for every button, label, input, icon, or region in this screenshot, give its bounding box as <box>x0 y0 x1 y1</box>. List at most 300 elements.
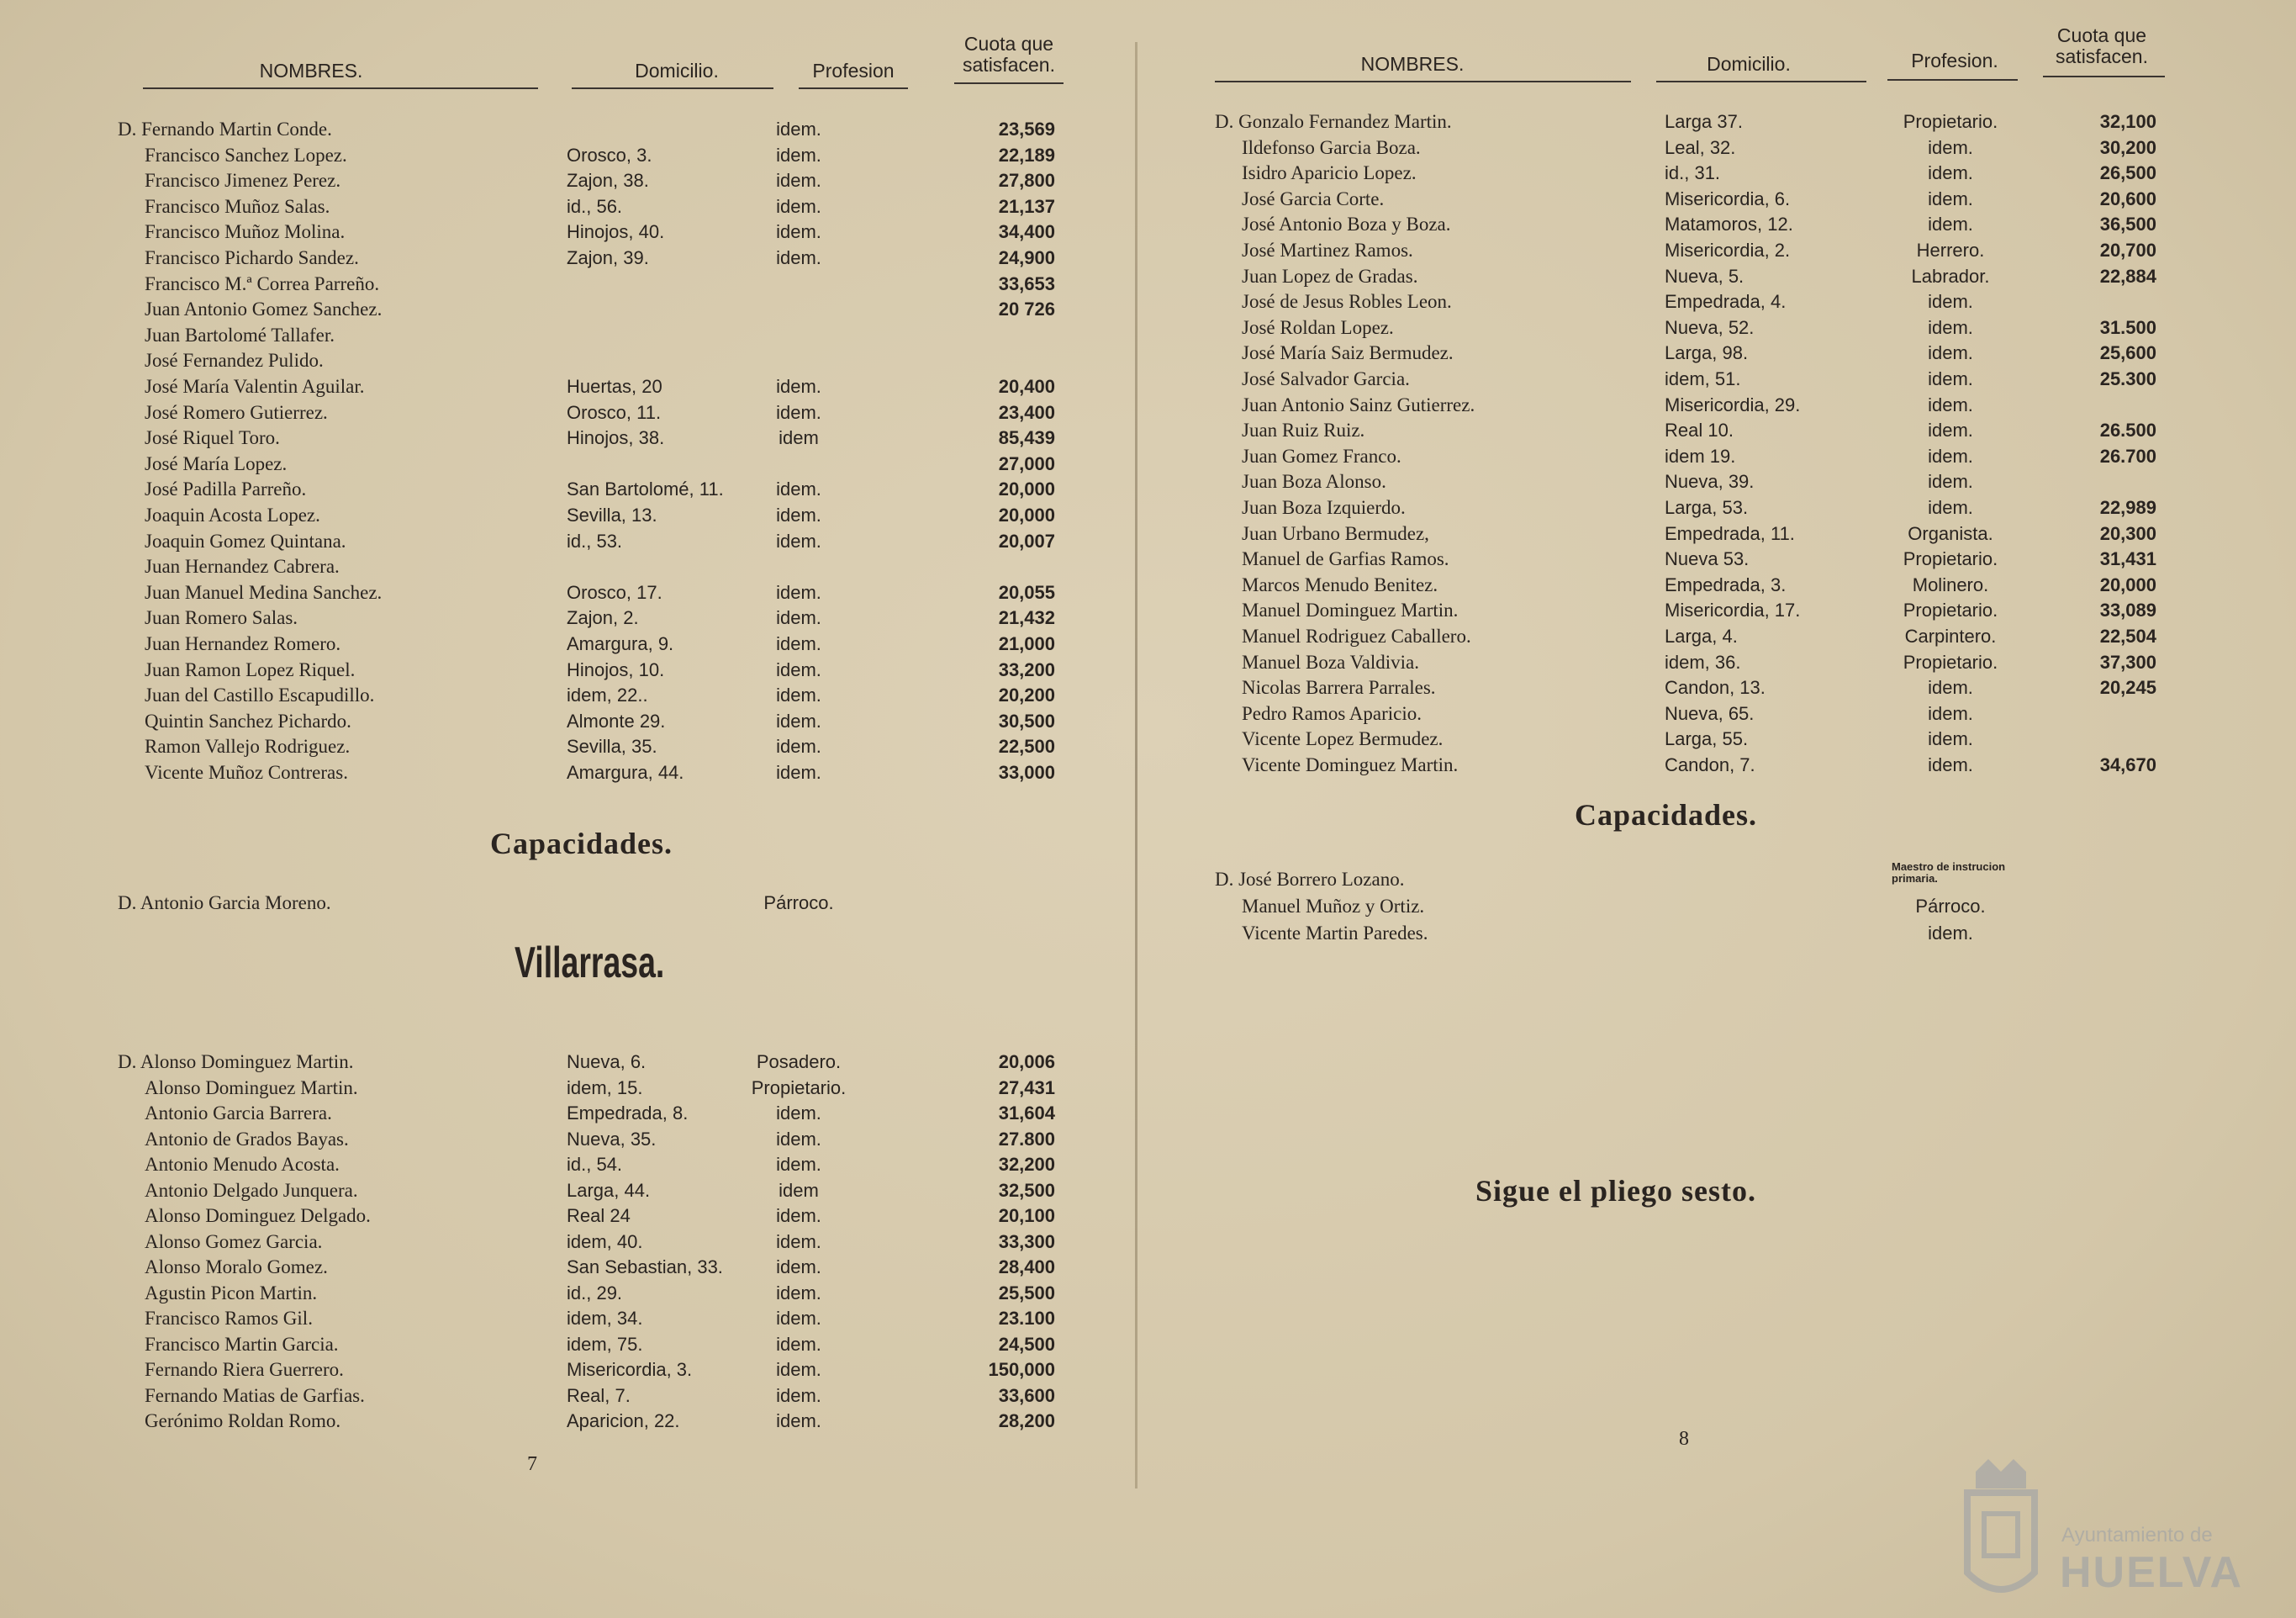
entry-profesion: Párroco. <box>763 892 834 913</box>
crest-icon <box>1950 1446 2051 1615</box>
entry-name: Juan Urbano Bermudez, <box>1242 522 1429 544</box>
entry-domicilio: Misericordia, 29. <box>1665 394 1801 415</box>
entry-domicilio: Real, 7. <box>567 1384 631 1406</box>
right-capacidades-title: Capacidades. <box>1575 798 1758 832</box>
entry-profesion: idem. <box>776 247 821 268</box>
entry-profesion: idem. <box>1928 188 1973 209</box>
entry-profesion: Carpintero. <box>1904 626 1997 647</box>
entry-profesion: Propietario. <box>1903 600 1998 621</box>
entry-profesion: idem. <box>1928 497 1973 518</box>
header-profesion-right: Profesion. <box>1911 50 1998 71</box>
entry-name: Juan Ramon Lopez Riquel. <box>145 658 356 680</box>
table-row <box>1215 417 2215 443</box>
entry-profesion: idem. <box>1928 702 1973 724</box>
table-row <box>1215 597 2215 623</box>
table-row <box>118 425 1068 451</box>
entry-profesion: idem. <box>776 581 821 603</box>
header-nombres-right: NOMBRES. <box>1360 53 1465 75</box>
entry-profesion: idem. <box>1928 342 1973 364</box>
header-profesion-right-rule <box>1887 79 2018 81</box>
entry-profesion: idem <box>779 427 819 449</box>
entry-profesion: Propietario. <box>1903 111 1998 132</box>
header-profesion-rule <box>799 87 908 89</box>
entry-profesion: idem. <box>1928 677 1973 699</box>
table-row <box>118 579 1068 605</box>
entry-name: Pedro Ramos Aparicio. <box>1242 702 1422 724</box>
header-domicilio-right-rule <box>1656 81 1866 82</box>
entry-cuota: 33,300 <box>998 1230 1055 1252</box>
entry-profesion: idem. <box>776 530 821 552</box>
entry-cuota: 21,432 <box>998 607 1055 629</box>
entry-cuota: 24,500 <box>998 1333 1055 1355</box>
entry-cuota: 28,200 <box>998 1410 1055 1431</box>
entry-name: Joaquin Gomez Quintana. <box>145 530 346 552</box>
table-row <box>1215 340 2215 366</box>
entry-cuota: 20 726 <box>998 299 1055 320</box>
entry-profesion: idem. <box>776 505 821 526</box>
entry-name: Juan Bartolomé Tallafer. <box>145 324 335 346</box>
header-cuota-right <box>2039 25 2165 67</box>
entry-domicilio: Empedrada, 11. <box>1665 522 1795 544</box>
table-row <box>118 1356 1068 1383</box>
entry-name: Juan Gomez Franco. <box>1242 445 1401 467</box>
entry-domicilio: Empedrada, 3. <box>1665 574 1787 595</box>
entry-domicilio: San Bartolomé, 11. <box>567 479 724 500</box>
entry-name: Quintin Sanchez Pichardo. <box>145 710 351 732</box>
table-row <box>118 296 1068 322</box>
entry-name: Vicente Lopez Bermudez. <box>1242 728 1444 750</box>
header-cuota-line1: Cuota que <box>963 33 1054 55</box>
entry-profesion: Propietario. <box>1903 548 1998 570</box>
entry-profesion: idem. <box>776 376 821 397</box>
entry-profesion: idem. <box>776 1410 821 1431</box>
entry-name: Antonio Garcia Barrera. <box>145 1102 332 1124</box>
entry-domicilio: id., 29. <box>567 1282 623 1303</box>
entry-cuota: 34,400 <box>998 221 1055 243</box>
entry-name: Juan Hernandez Romero. <box>145 633 341 654</box>
entry-profesion: idem. <box>776 1308 821 1329</box>
entry-profesion: idem. <box>1928 445 1973 467</box>
entry-name: José de Jesus Robles Leon. <box>1242 291 1452 313</box>
table-row <box>118 1049 1068 1075</box>
entry-name: Francisco Ramos Gil. <box>145 1308 313 1329</box>
entry-profesion: idem. <box>776 710 821 732</box>
entry-domicilio: Amargura, 44. <box>567 762 684 783</box>
entry-domicilio: Nueva, 39. <box>1665 471 1755 493</box>
entry-profesion: idem. <box>776 144 821 166</box>
table-row <box>118 399 1068 426</box>
entry-profesion: idem. <box>776 736 821 758</box>
table-row <box>118 142 1068 168</box>
entry-domicilio: Larga, 44. <box>567 1179 651 1201</box>
entry-cuota: 20,000 <box>2099 574 2156 595</box>
entry-name: Fernando Riera Guerrero. <box>145 1359 344 1380</box>
header-cuota <box>946 34 1072 76</box>
table-row <box>1215 701 2215 727</box>
entry-domicilio: idem, 34. <box>567 1308 643 1329</box>
entry-domicilio: idem, 15. <box>567 1076 643 1098</box>
table-row <box>118 502 1068 528</box>
table-row <box>118 271 1068 297</box>
table-row <box>1215 392 2215 418</box>
entry-domicilio: Hinojos, 40. <box>567 221 665 243</box>
entry-cuota: 24,900 <box>998 247 1055 268</box>
entry-name: D. Antonio Garcia Moreno. <box>118 892 331 913</box>
entry-cuota: 31.500 <box>2099 316 2156 338</box>
header-cuota-right-rule <box>2043 76 2165 77</box>
entry-domicilio: Misericordia, 2. <box>1665 240 1791 261</box>
entry-name: José Roldan Lopez. <box>1242 316 1394 338</box>
entry-name: Manuel Dominguez Martin. <box>1242 600 1459 621</box>
table-row <box>1215 752 2215 778</box>
header-nombres-rule <box>143 87 538 89</box>
entry-cuota: 20,055 <box>998 581 1055 603</box>
entry-name: José Martinez Ramos. <box>1242 240 1413 261</box>
left-page <box>118 0 1068 1618</box>
entry-profesion: idem. <box>1928 923 1973 944</box>
entry-profesion: idem. <box>776 1282 821 1303</box>
entry-profesion: idem. <box>1928 368 1973 389</box>
entry-name: Juan Ruiz Ruiz. <box>1242 420 1365 442</box>
entry-domicilio: Leal, 32. <box>1665 136 1736 158</box>
entry-profesion: idem. <box>776 119 821 140</box>
entry-profesion: idem. <box>776 1154 821 1175</box>
town-title: Villarrasa. <box>515 939 665 987</box>
entry-name: Vicente Muñoz Contreras. <box>145 762 348 783</box>
entry-name: Agustin Picon Martin. <box>145 1282 318 1303</box>
entry-name: José Fernandez Pulido. <box>145 350 324 372</box>
left-page-number: 7 <box>527 1453 537 1475</box>
right-page <box>1215 0 2215 1618</box>
entry-domicilio: Larga, 53. <box>1665 497 1749 518</box>
table-row <box>118 193 1068 219</box>
entry-name: Alonso Dominguez Delgado. <box>145 1205 371 1226</box>
entry-domicilio: Orosco, 11. <box>567 401 662 423</box>
entry-domicilio: Candon, 7. <box>1665 754 1755 775</box>
entry-profesion: idem. <box>776 1384 821 1406</box>
entry-cuota: 34,670 <box>2099 754 2156 775</box>
entry-cuota: 32,500 <box>998 1179 1055 1201</box>
entry-name: Francisco Pichardo Sandez. <box>145 247 359 268</box>
entry-domicilio: idem, 22.. <box>567 685 648 706</box>
entry-cuota: 150,000 <box>988 1359 1055 1380</box>
table-row <box>118 322 1068 348</box>
entry-cuota: 20,245 <box>2099 677 2156 699</box>
entry-domicilio: Zajon, 38. <box>567 170 649 192</box>
header-nombres: NOMBRES. <box>259 60 363 82</box>
table-row <box>1215 572 2215 598</box>
entry-domicilio: Zajon, 39. <box>567 247 649 268</box>
watermark-line1: Ayuntamiento de <box>2061 1524 2213 1547</box>
entry-profesion: Herrero. <box>1916 240 1985 261</box>
table-row <box>1215 521 2215 547</box>
entry-name: Manuel Boza Valdivia. <box>1242 651 1419 673</box>
table-row <box>118 1075 1068 1101</box>
table-row <box>1215 674 2215 701</box>
entry-profesion: idem. <box>1928 754 1973 775</box>
entry-profesion: idem. <box>776 633 821 654</box>
table-row <box>118 116 1068 142</box>
entry-profesion: idem. <box>776 607 821 629</box>
table-row <box>118 1229 1068 1255</box>
entry-domicilio: Larga 37. <box>1665 111 1743 132</box>
entry-name: José Riquel Toro. <box>145 427 280 449</box>
table-row <box>118 219 1068 245</box>
entry-cuota: 33,600 <box>998 1384 1055 1406</box>
entry-cuota: 27,431 <box>998 1076 1055 1098</box>
table-row <box>118 631 1068 657</box>
entry-domicilio: Sevilla, 13. <box>567 505 657 526</box>
entry-profesion: Molinero. <box>1912 574 1989 595</box>
entry-cuota: 21,000 <box>998 633 1055 654</box>
header-cuota-right-line2: satisfacen. <box>2056 45 2148 67</box>
entry-name: Gerónimo Roldan Romo. <box>145 1410 341 1431</box>
right-page-number: 8 <box>1679 1428 1689 1450</box>
entry-profesion: idem. <box>776 658 821 680</box>
entry-profesion: idem. <box>1928 136 1973 158</box>
entry-name: D. Alonso Dominguez Martin. <box>118 1051 354 1072</box>
entry-name: Ramon Vallejo Rodriguez. <box>145 736 351 758</box>
entry-name: Juan Lopez de Gradas. <box>1242 265 1418 287</box>
entry-domicilio: Orosco, 17. <box>567 581 662 603</box>
entry-domicilio: Nueva, 52. <box>1665 316 1755 338</box>
entry-domicilio: Aparicion, 22. <box>567 1410 680 1431</box>
entry-name: Vicente Dominguez Martin. <box>1242 754 1459 775</box>
entry-domicilio: id., 31. <box>1665 162 1721 184</box>
entry-profesion: idem. <box>776 1230 821 1252</box>
table-row <box>118 657 1068 683</box>
header-cuota-line2: satisfacen. <box>963 54 1055 76</box>
entry-name: José María Saiz Bermudez. <box>1242 342 1454 364</box>
entry-name: Manuel Muñoz y Ortiz. <box>1242 896 1425 917</box>
entry-domicilio: Nueva, 6. <box>567 1051 647 1072</box>
table-row <box>118 528 1068 554</box>
entry-profesion: idem. <box>776 1102 821 1124</box>
entry-cuota: 22,500 <box>998 736 1055 758</box>
entry-name: José Garcia Corte. <box>1242 188 1385 209</box>
table-row <box>118 1203 1068 1229</box>
entry-cuota: 32,200 <box>998 1154 1055 1175</box>
entry-domicilio: Nueva 53. <box>1665 548 1750 570</box>
entry-cuota: 27,800 <box>998 170 1055 192</box>
table-row <box>1215 263 2215 289</box>
entry-name: Francisco Muñoz Salas. <box>145 195 330 217</box>
entry-profesion: Propietario. <box>751 1076 847 1098</box>
entry-name: José Antonio Boza y Boza. <box>1242 214 1451 235</box>
table-row <box>1215 920 2215 946</box>
table-row <box>118 245 1068 271</box>
entry-profesion: idem. <box>1928 394 1973 415</box>
entry-domicilio: id., 56. <box>567 195 623 217</box>
entry-cuota: 20,000 <box>998 505 1055 526</box>
header-domicilio-right: Domicilio. <box>1707 53 1791 75</box>
entry-cuota: 23.100 <box>998 1308 1055 1329</box>
watermark-line2: HUELVA <box>2060 1548 2244 1597</box>
entry-name: Francisco Muñoz Molina. <box>145 221 346 243</box>
entry-domicilio: idem, 75. <box>567 1333 643 1355</box>
entry-profesion: idem. <box>776 1256 821 1277</box>
entry-name: Francisco M.ª Correa Parreño. <box>145 272 380 294</box>
entry-name: Juan Romero Salas. <box>145 607 298 629</box>
entry-cuota: 33,200 <box>998 658 1055 680</box>
entry-profesion: idem. <box>1928 316 1973 338</box>
entry-cuota: 23,569 <box>998 119 1055 140</box>
header-domicilio-rule <box>572 87 773 89</box>
entry-profesion: idem. <box>776 1205 821 1226</box>
entry-name: Juan Boza Alonso. <box>1242 471 1386 493</box>
entry-cuota: 26,500 <box>2099 162 2156 184</box>
entry-name: Nicolas Barrera Parrales. <box>1242 677 1436 699</box>
table-row <box>1215 649 2215 675</box>
entry-domicilio: Zajon, 2. <box>567 607 639 629</box>
entry-profesion: idem. <box>776 479 821 500</box>
entry-domicilio: Larga, 4. <box>1665 626 1738 647</box>
entry-cuota: 22,189 <box>998 144 1055 166</box>
entry-profesion: idem. <box>1928 471 1973 493</box>
table-row <box>118 759 1068 785</box>
entry-name: Alonso Moralo Gomez. <box>145 1256 328 1277</box>
entry-cuota: 25,500 <box>998 1282 1055 1303</box>
table-row <box>118 605 1068 631</box>
table-row <box>118 1305 1068 1331</box>
table-row <box>1215 494 2215 521</box>
entry-domicilio: Candon, 13. <box>1665 677 1766 699</box>
table-row <box>118 682 1068 708</box>
entry-cuota: 25.300 <box>2099 368 2156 389</box>
entry-name: Juan Hernandez Cabrera. <box>145 556 340 578</box>
entry-profesion: idem. <box>1928 214 1973 235</box>
entry-profesion: idem. <box>1928 291 1973 313</box>
entry-name: D. Gonzalo Fernandez Martin. <box>1215 111 1452 132</box>
entry-name: Antonio Delgado Junquera. <box>145 1179 358 1201</box>
entry-domicilio: Orosco, 3. <box>567 144 652 166</box>
entry-name: Juan Antonio Gomez Sanchez. <box>145 299 383 320</box>
entry-name: Vicente Martin Paredes. <box>1242 923 1428 944</box>
entry-profesion: Posadero. <box>756 1051 842 1072</box>
table-row <box>118 1100 1068 1126</box>
entry-cuota: 20,000 <box>998 479 1055 500</box>
table-row <box>118 1177 1068 1203</box>
table-row <box>118 890 1068 916</box>
entry-domicilio: Huertas, 20 <box>567 376 662 397</box>
table-row <box>118 1383 1068 1409</box>
entry-name: Manuel Rodriguez Caballero. <box>1242 626 1471 647</box>
entry-domicilio: idem, 51. <box>1665 368 1741 389</box>
entry-cuota: 25,600 <box>2099 342 2156 364</box>
entry-name: Antonio de Grados Bayas. <box>145 1128 349 1150</box>
entry-domicilio: idem 19. <box>1665 445 1736 467</box>
entry-profesion: idem. <box>776 401 821 423</box>
entry-domicilio: Almonte 29. <box>567 710 666 732</box>
table-row <box>1215 186 2215 212</box>
entry-cuota: 20,007 <box>998 530 1055 552</box>
entry-domicilio: Hinojos, 38. <box>567 427 665 449</box>
entry-cuota: 30,200 <box>2099 136 2156 158</box>
entry-domicilio: idem, 36. <box>1665 651 1741 673</box>
entry-profesion: idem. <box>776 762 821 783</box>
table-row <box>1215 315 2215 341</box>
table-row <box>1215 211 2215 237</box>
table-row <box>1215 160 2215 186</box>
entry-domicilio: San Sebastian, 33. <box>567 1256 723 1277</box>
entry-name: D. José Borrero Lozano. <box>1215 869 1405 890</box>
entry-name: Fernando Matias de Garfias. <box>145 1384 365 1406</box>
entry-name: José María Lopez. <box>145 452 288 474</box>
table-row <box>118 1408 1068 1434</box>
entry-name: Isidro Aparicio Lopez. <box>1242 162 1417 184</box>
entry-cuota: 20,400 <box>998 376 1055 397</box>
table-row <box>118 373 1068 399</box>
entry-domicilio: Misericordia, 6. <box>1665 188 1791 209</box>
entry-cuota: 32,100 <box>2099 111 2156 132</box>
closing-line: Sigue el pliego sesto. <box>1475 1174 1756 1208</box>
entry-domicilio: Matamoros, 12. <box>1665 214 1793 235</box>
entry-name: José Padilla Parreño. <box>145 479 307 500</box>
entry-cuota: 37,300 <box>2099 651 2156 673</box>
entry-name: Francisco Martin Garcia. <box>145 1333 339 1355</box>
entry-name: Manuel de Garfias Ramos. <box>1242 548 1449 570</box>
entry-cuota: 26.500 <box>2099 420 2156 442</box>
entry-domicilio: Empedrada, 8. <box>567 1102 689 1124</box>
entry-profesion: idem <box>779 1179 819 1201</box>
entry-domicilio: Misericordia, 17. <box>1665 600 1801 621</box>
entry-cuota: 22,504 <box>2099 626 2156 647</box>
entry-profesion: idem. <box>776 1333 821 1355</box>
entry-domicilio: Sevilla, 35. <box>567 736 657 758</box>
entry-cuota: 22,884 <box>2099 265 2156 287</box>
entry-profesion: idem. <box>776 685 821 706</box>
entry-profesion: idem. <box>1928 728 1973 750</box>
table-row <box>1215 443 2215 469</box>
table-row <box>118 1331 1068 1357</box>
entry-cuota: 30,500 <box>998 710 1055 732</box>
table-row <box>1215 468 2215 494</box>
entry-cuota: 20,300 <box>2099 522 2156 544</box>
entry-name: José Romero Gutierrez. <box>145 401 328 423</box>
table-row <box>118 1280 1068 1306</box>
table-row <box>118 1151 1068 1177</box>
table-row <box>1215 623 2215 649</box>
entry-profesion: idem. <box>1928 420 1973 442</box>
entry-profesion: idem. <box>776 1359 821 1380</box>
entry-domicilio: Real 24 <box>567 1205 631 1226</box>
entry-profesion: idem. <box>776 1128 821 1150</box>
header-cuota-right-line1: Cuota que <box>2056 24 2147 46</box>
entry-name: Ildefonso Garcia Boza. <box>1242 136 1421 158</box>
entry-cuota: 33,653 <box>998 272 1055 294</box>
table-row <box>118 733 1068 759</box>
entry-name: D. Fernando Martin Conde. <box>118 119 332 140</box>
header-cuota-rule <box>954 82 1064 84</box>
entry-domicilio: Real 10. <box>1665 420 1734 442</box>
table-row <box>1215 366 2215 392</box>
entry-profesion: Organista. <box>1908 522 1993 544</box>
entry-profesion: idem. <box>776 170 821 192</box>
entry-cuota: 36,500 <box>2099 214 2156 235</box>
entry-domicilio: Nueva, 5. <box>1665 265 1744 287</box>
table-row <box>1215 726 2215 752</box>
entry-cuota: 21,137 <box>998 195 1055 217</box>
entry-name: Antonio Menudo Acosta. <box>145 1154 340 1175</box>
table-row <box>1215 546 2215 572</box>
entry-cuota: 22,989 <box>2099 497 2156 518</box>
entry-name: Francisco Sanchez Lopez. <box>145 144 347 166</box>
entry-cuota: 27.800 <box>998 1128 1055 1150</box>
entry-profesion: idem. <box>776 195 821 217</box>
entry-cuota: 31,604 <box>998 1102 1055 1124</box>
entry-domicilio: idem, 40. <box>567 1230 643 1252</box>
table-row <box>1215 288 2215 315</box>
